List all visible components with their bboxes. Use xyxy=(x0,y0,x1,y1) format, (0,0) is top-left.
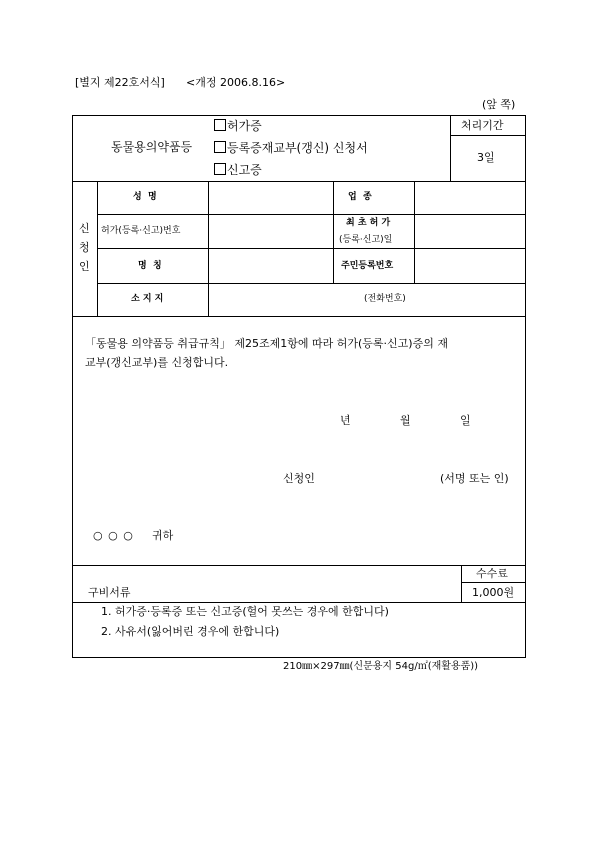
page-side: (앞 쪽) xyxy=(482,98,516,111)
required-docs-label: 구비서류 xyxy=(88,586,131,599)
permit-number-field[interactable] xyxy=(210,217,331,246)
applicant-signature-label: 신청인 xyxy=(283,472,315,485)
company-name-field[interactable] xyxy=(210,251,331,281)
phone-label: (전화번호) xyxy=(364,294,406,304)
processing-label: 처리기간 xyxy=(461,119,504,132)
checkbox-registration[interactable] xyxy=(214,141,226,153)
business-type-field[interactable] xyxy=(416,184,523,212)
title-prefix: 동물용의약품등 xyxy=(111,140,193,154)
option-permit[interactable] xyxy=(214,119,262,132)
paper-specification: 210㎜×297㎜(신문용지 54g/㎡(재활용품)) xyxy=(283,661,479,672)
company-name-label: 명 칭 xyxy=(138,261,162,271)
signature-field[interactable] xyxy=(325,468,430,488)
business-type-label: 업 종 xyxy=(348,192,372,202)
required-doc-1: 1. 허가증·등록증 또는 신고증(헐어 못쓰는 경우에 한합니다) xyxy=(101,605,389,618)
address-label: 소 지 지 xyxy=(131,294,164,304)
option-registration-label: 등록증재교부(갱신) 신청서 xyxy=(227,141,368,155)
day-label: 일 xyxy=(460,414,471,427)
statement-line-2: 교부(갱신교부)를 신청합니다. xyxy=(85,356,229,369)
checkbox-report[interactable] xyxy=(214,163,226,175)
resident-number-field[interactable] xyxy=(416,251,523,281)
month-label: 월 xyxy=(400,414,411,427)
first-permit-date-field[interactable] xyxy=(416,217,523,246)
statement-line-1: 「동물용 의약품등 취급규칙」 제25조제1항에 따라 허가(등록·신고)증의 재 xyxy=(85,337,448,350)
applicant-section-char-1: 신 xyxy=(79,222,90,235)
option-registration[interactable] xyxy=(214,141,368,154)
option-report[interactable] xyxy=(214,163,262,176)
applicant-section-char-3: 인 xyxy=(79,260,90,273)
year-label: 년 xyxy=(340,414,351,427)
recipient-suffix: 귀하 xyxy=(152,529,174,542)
revision-date: <개정 2006.8.16> xyxy=(186,76,286,89)
form-number: [별지 제22호서식] xyxy=(75,76,165,89)
first-permit-date-label-2: (등록·신고)일 xyxy=(339,235,393,245)
required-doc-2: 2. 사유서(잃어버린 경우에 한합니다) xyxy=(101,625,280,638)
resident-number-label: 주민등록번호 xyxy=(341,261,394,271)
permit-number-label: 허가(등록·신고)번호 xyxy=(101,226,181,236)
fee-label: 수수료 xyxy=(476,567,508,580)
option-permit-label: 허가증 xyxy=(227,119,262,133)
checkbox-permit[interactable] xyxy=(214,119,226,131)
option-report-label: 신고증 xyxy=(227,163,262,177)
applicant-section-char-2: 청 xyxy=(79,241,90,254)
name-field[interactable] xyxy=(210,184,331,212)
sign-or-seal-label: (서명 또는 인) xyxy=(440,472,509,485)
recipient-placeholder: ○ ○ ○ xyxy=(93,529,134,542)
first-permit-date-label-1: 최 초 허 가 xyxy=(346,218,391,228)
processing-period: 3일 xyxy=(477,151,495,164)
name-label: 성 명 xyxy=(133,192,157,202)
fee-value: 1,000원 xyxy=(472,586,515,599)
